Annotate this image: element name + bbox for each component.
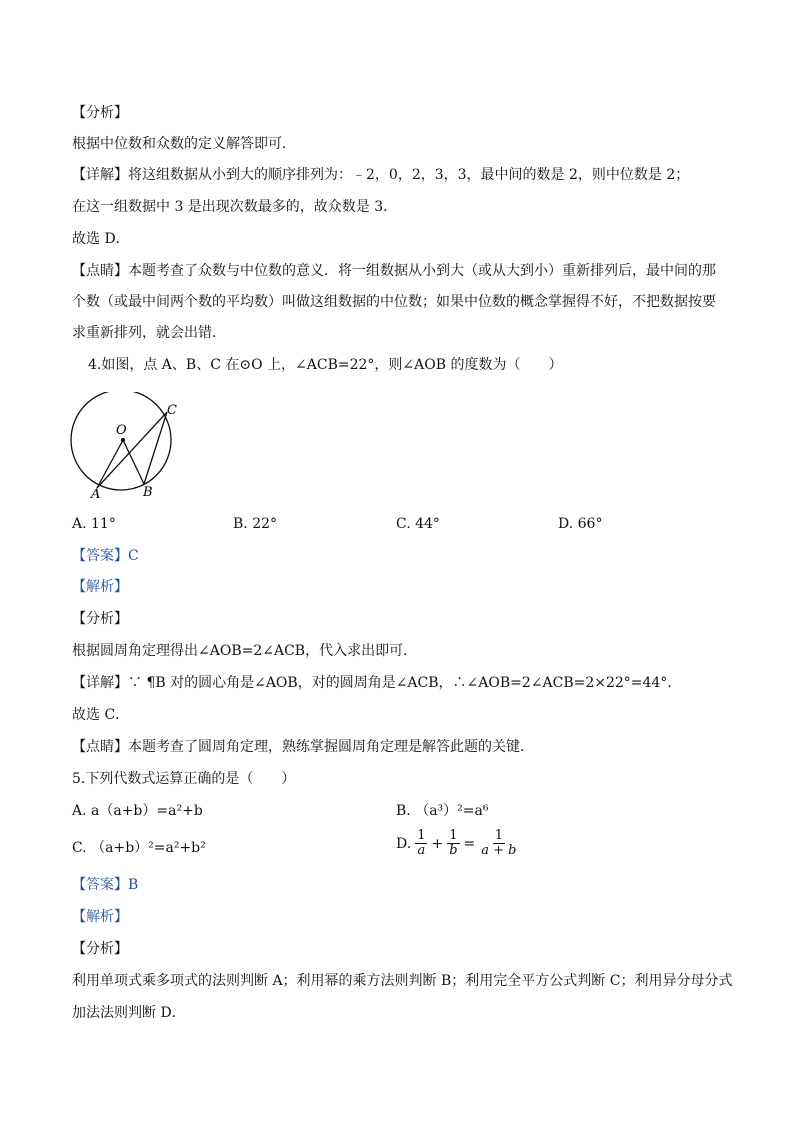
q5-option-c: C. （a+b）²=a²+b² xyxy=(72,840,206,856)
circle-diagram xyxy=(64,392,184,502)
q5-analysis-text: 利用单项式乘多项式的法则判断 A；利用幂的乘方法则判断 B；利用完全平方公式判断 C；利用异分母分式 xyxy=(72,973,733,989)
detail-text-2: 在这一组数据中 3 是出现次数最多的，故众数是 3． xyxy=(72,199,398,215)
q4-detail-text: 【详解】∵ ¶B 对的圆心角是∠AOB，对的圆周角是∠ACB，∴∠AOB=2∠ACB=2×22°=44°． xyxy=(72,675,682,691)
q4-explanation-heading: 【解析】 xyxy=(72,579,128,595)
choose-answer-text: 故选 D． xyxy=(72,231,130,247)
label-a: A xyxy=(91,487,101,502)
q5-option-a: A. a（a+b）=a²+b xyxy=(72,803,203,819)
question-4-stem: 4.如图，点 A、B、C 在⊙O 上，∠ACB=22°，则∠AOB 的度数为（ ） xyxy=(88,357,563,373)
q4-choose-text: 故选 C． xyxy=(72,707,130,723)
q4-option-a: A. 11° xyxy=(72,516,116,532)
q5-analysis-heading: 【分析】 xyxy=(72,941,128,957)
detail-text: 【详解】将这组数据从小到大的顺序排列为：﹣2，0，2，3，3，最中间的数是 2，则中位数是 2； xyxy=(72,167,690,183)
circle-o xyxy=(71,392,171,490)
remark-text-3: 求重新排列，就会出错． xyxy=(72,325,226,341)
q4-option-b: B. 22° xyxy=(233,516,278,532)
segment-ob xyxy=(123,440,144,484)
label-c: C xyxy=(167,403,177,418)
fraction-2: $\frac{1}{b}$ xyxy=(449,828,458,858)
remark-text-2: 个数（或最中间两个数的平均数）叫做这组数据的中位数；如果中位数的概念掌握得不好，不把数据按要 xyxy=(72,294,716,310)
q5-analysis-text-2: 加法法则判断 D． xyxy=(72,1005,186,1021)
fraction-1: $\frac{1}{a}$ xyxy=(417,828,426,858)
q4-analysis-text: 根据圆周角定理得出∠AOB=2∠ACB，代入求出即可． xyxy=(72,643,418,659)
q4-option-c: C. 44° xyxy=(396,516,440,532)
label-b: B xyxy=(143,485,153,500)
q4-remark-text: 【点睛】本题考查了圆周角定理，熟练掌握圆周角定理是解答此题的关键． xyxy=(72,739,534,755)
q4-analysis-heading: 【分析】 xyxy=(72,611,128,627)
analysis-heading: 【分析】 xyxy=(72,105,128,121)
q4-option-d: D. 66° xyxy=(558,516,603,532)
q5-explanation-heading: 【解析】 xyxy=(72,909,128,925)
q5-option-d-label: D. xyxy=(396,835,412,852)
center-point xyxy=(121,438,125,442)
question-5-stem: 5.下列代数式运算正确的是（ ） xyxy=(72,771,296,787)
label-o: O xyxy=(116,423,127,438)
fraction-3: $\frac{1}{a + b}$ xyxy=(481,828,517,858)
segment-bc xyxy=(144,412,167,484)
q4-answer: 【答案】C xyxy=(72,548,139,564)
q5-option-d: D. $\frac{1}{a}$ + $\frac{1}{b}$ = $\frac{1}{a + b}$ xyxy=(396,828,517,858)
q5-option-b: B. （a³）²=a⁶ xyxy=(396,803,489,819)
q5-answer: 【答案】B xyxy=(72,877,139,893)
remark-text: 【点睛】本题考查了众数与中位数的意义．将一组数据从小到大（或从大到小）重新排列后，最中间的那 xyxy=(72,263,716,279)
segment-ac xyxy=(97,412,167,488)
analysis-text: 根据中位数和众数的定义解答即可． xyxy=(72,136,296,152)
